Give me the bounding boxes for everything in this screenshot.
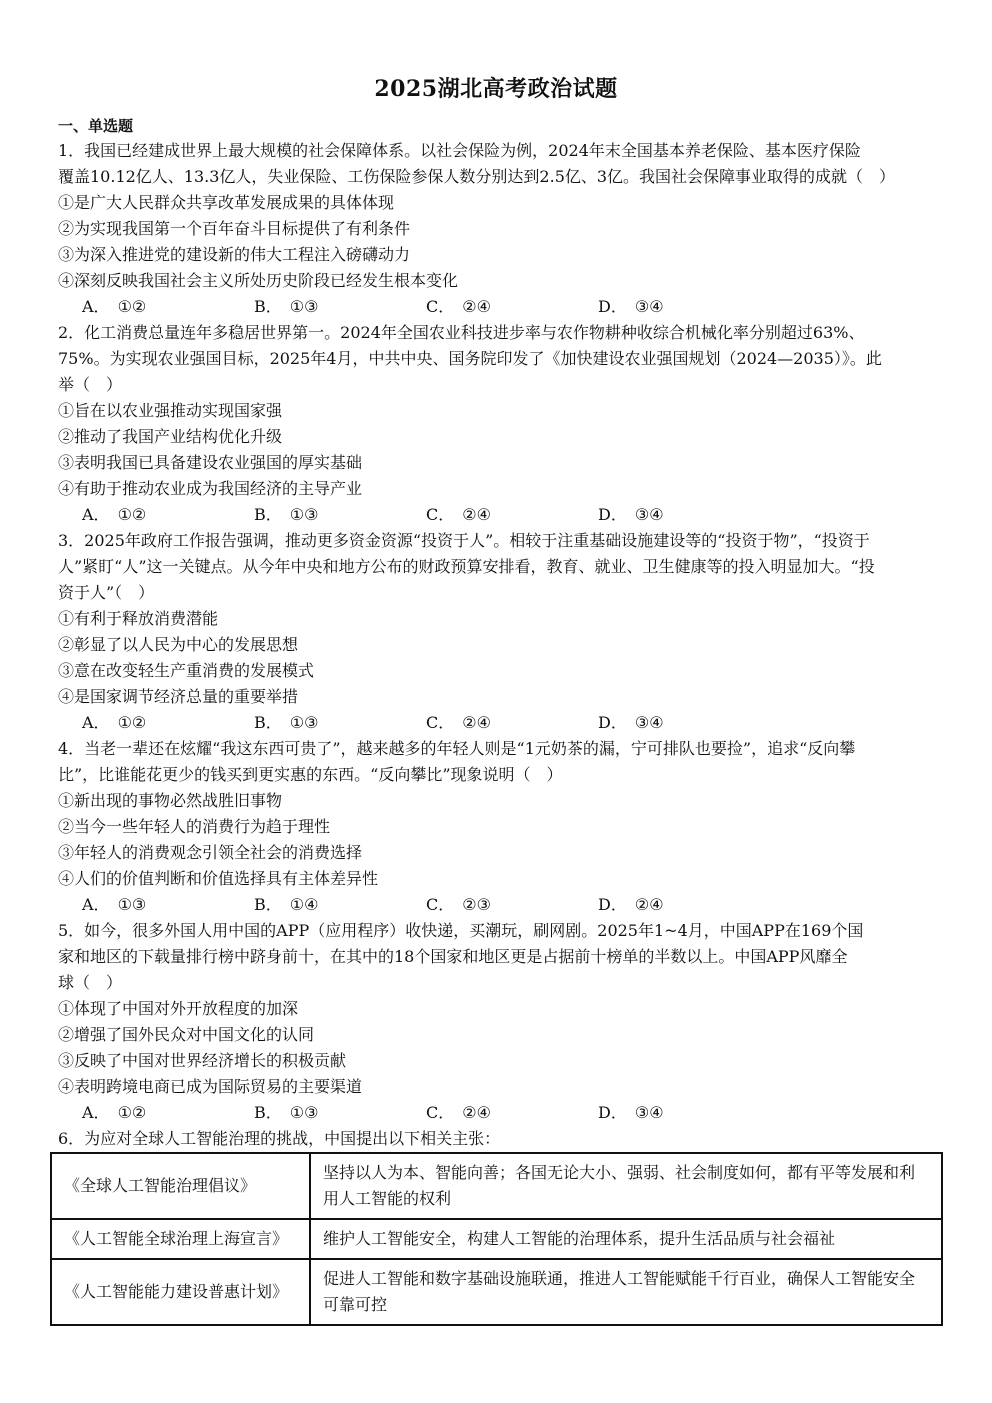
option-b[interactable]: B． ①③ (254, 1103, 319, 1122)
question-4 (58, 736, 934, 918)
question-stem-line: 3．2025年政府工作报告强调，推动更多资金资源“投资于人”。相较于注重基础设施建设等的“投资于物”，“投资于 (58, 531, 870, 550)
answer-options (58, 892, 934, 918)
statement: ①体现了中国对外开放程度的加深 (58, 999, 299, 1018)
question-stem-line: 人”紧盯“人”这一关键点。从今年中央和地方公布的财政预算安排看，教育、就业、卫生健康等的投入明显加大。“投 (58, 557, 875, 576)
statement: ②增强了国外民众对中国文化的认同 (58, 1025, 315, 1044)
question-stem-line: 75%。为实现农业强国目标，2025年4月，中共中央、国务院印发了《加快建设农业强国规划（2024—2035）》。此 (58, 349, 882, 368)
option-d[interactable]: D． ③④ (598, 713, 664, 732)
statement: ④人们的价值判断和价值选择具有主体差异性 (58, 869, 379, 888)
statement: ④有助于推动农业成为我国经济的主导产业 (58, 479, 363, 498)
question-stem-line: 资于人”（ ） (58, 583, 155, 602)
option-b[interactable]: B． ①③ (254, 297, 319, 316)
page-title: 2025湖北高考政治试题 (374, 76, 618, 102)
table-cell-content: 维护人工智能安全，构建人工智能的治理体系，提升生活品质与社会福祉 (310, 1219, 942, 1259)
question-stem-line: 举（ ） (58, 375, 123, 394)
table-cell-content: 促进人工智能和数字基础设施联通，推进人工智能赋能千行百业，确保人工智能安全可靠可控 (310, 1259, 942, 1325)
statement: ②为实现我国第一个百年奋斗目标提供了有利条件 (58, 219, 411, 238)
answer-options (58, 1100, 934, 1126)
option-a[interactable]: A． ①② (82, 505, 147, 524)
table-cell-doc: 《全球人工智能治理倡议》 (51, 1153, 310, 1219)
question-5 (58, 918, 934, 1126)
option-b[interactable]: B． ①③ (254, 505, 319, 524)
statement: ①有利于释放消费潜能 (58, 609, 219, 628)
statement: ①旨在以农业强推动实现国家强 (58, 401, 283, 420)
ai-governance-table (50, 1152, 943, 1326)
statement: ①是广大人民群众共享改革发展成果的具体体现 (58, 193, 395, 212)
table-cell-doc: 《人工智能全球治理上海宣言》 (51, 1219, 310, 1259)
question-stem-line: 2．化工消费总量连年多稳居世界第一。2024年全国农业科技进步率与农作物耕种收综合机械化率分别超过63%、 (58, 323, 865, 342)
option-a[interactable]: A． ①② (82, 1103, 147, 1122)
question-3 (58, 528, 934, 736)
section-heading: 一、单选题 (58, 117, 134, 135)
option-a[interactable]: A． ①② (82, 713, 147, 732)
question-stem-line: 4．当老一辈还在炫耀“我这东西可贵了”，越来越多的年轻人则是“1元奶茶的漏，宁可排队也要捡”，追求“反向攀 (58, 739, 856, 758)
option-b[interactable]: B． ①④ (254, 895, 319, 914)
option-a[interactable]: A． ①② (82, 297, 147, 316)
statement: ③年轻人的消费观念引领全社会的消费选择 (58, 843, 363, 862)
answer-options (58, 502, 934, 528)
question-2 (58, 320, 934, 528)
option-d[interactable]: D． ③④ (598, 1103, 664, 1122)
option-d[interactable]: D． ③④ (598, 297, 664, 316)
statement: ②彰显了以人民为中心的发展思想 (58, 635, 299, 654)
answer-options (58, 710, 934, 736)
option-d[interactable]: D． ②④ (598, 895, 664, 914)
question-1 (58, 138, 934, 320)
question-stem-line: 5．如今，很多外国人用中国的APP（应用程序）收快递，买潮玩，刷网剧。2025年1~4月，中国APP在169个国 (58, 921, 864, 940)
option-a[interactable]: A． ①③ (82, 895, 147, 914)
option-b[interactable]: B． ①③ (254, 713, 319, 732)
option-c[interactable]: C． ②③ (426, 895, 491, 914)
question-stem-line: 覆盖10.12亿人、13.3亿人，失业保险、工伤保险参保人数分别达到2.5亿、3亿。我国社会保障事业取得的成就（ ） (58, 167, 896, 186)
statement: ①新出现的事物必然战胜旧事物 (58, 791, 283, 810)
statement: ③意在改变轻生产重消费的发展模式 (58, 661, 315, 680)
question-6 (58, 1126, 934, 1152)
option-c[interactable]: C． ②④ (426, 1103, 491, 1122)
answer-options (58, 294, 934, 320)
question-stem-line: 比”，比谁能花更少的钱买到更实惠的东西。“反向攀比”现象说明（ ） (58, 765, 563, 784)
statement: ④深刻反映我国社会主义所处历史阶段已经发生根本变化 (58, 271, 459, 290)
option-d[interactable]: D． ③④ (598, 505, 664, 524)
question-stem-line: 1．我国已经建成世界上最大规模的社会保障体系。以社会保险为例，2024年末全国基本养老保险、基本医疗保险 (58, 141, 861, 160)
question-stem-line: 6．为应对全球人工智能治理的挑战，中国提出以下相关主张： (58, 1129, 501, 1148)
table-cell-doc: 《人工智能能力建设普惠计划》 (51, 1259, 310, 1325)
table-row (51, 1153, 942, 1219)
option-c[interactable]: C． ②④ (426, 713, 491, 732)
statement: ④表明跨境电商已成为国际贸易的主要渠道 (58, 1077, 363, 1096)
statement: ③反映了中国对世界经济增长的积极贡献 (58, 1051, 347, 1070)
statement: ③为深入推进党的建设新的伟大工程注入磅礴动力 (58, 245, 411, 264)
statement: ②当今一些年轻人的消费行为趋于理性 (58, 817, 331, 836)
question-stem-line: 家和地区的下载量排行榜中跻身前十，在其中的18个国家和地区更是占据前十榜单的半数以上。中国APP风靡全 (58, 947, 848, 966)
question-stem-line: 球（ ） (58, 973, 123, 992)
table-row (51, 1259, 942, 1325)
statement: ④是国家调节经济总量的重要举措 (58, 687, 299, 706)
statement: ②推动了我国产业结构优化升级 (58, 427, 283, 446)
table-row (51, 1219, 942, 1259)
option-c[interactable]: C． ②④ (426, 505, 491, 524)
option-c[interactable]: C． ②④ (426, 297, 491, 316)
table-cell-content: 坚持以人为本、智能向善；各国无论大小、强弱、社会制度如何，都有平等发展和利用人工智能的权利 (310, 1153, 942, 1219)
statement: ③表明我国已具备建设农业强国的厚实基础 (58, 453, 363, 472)
